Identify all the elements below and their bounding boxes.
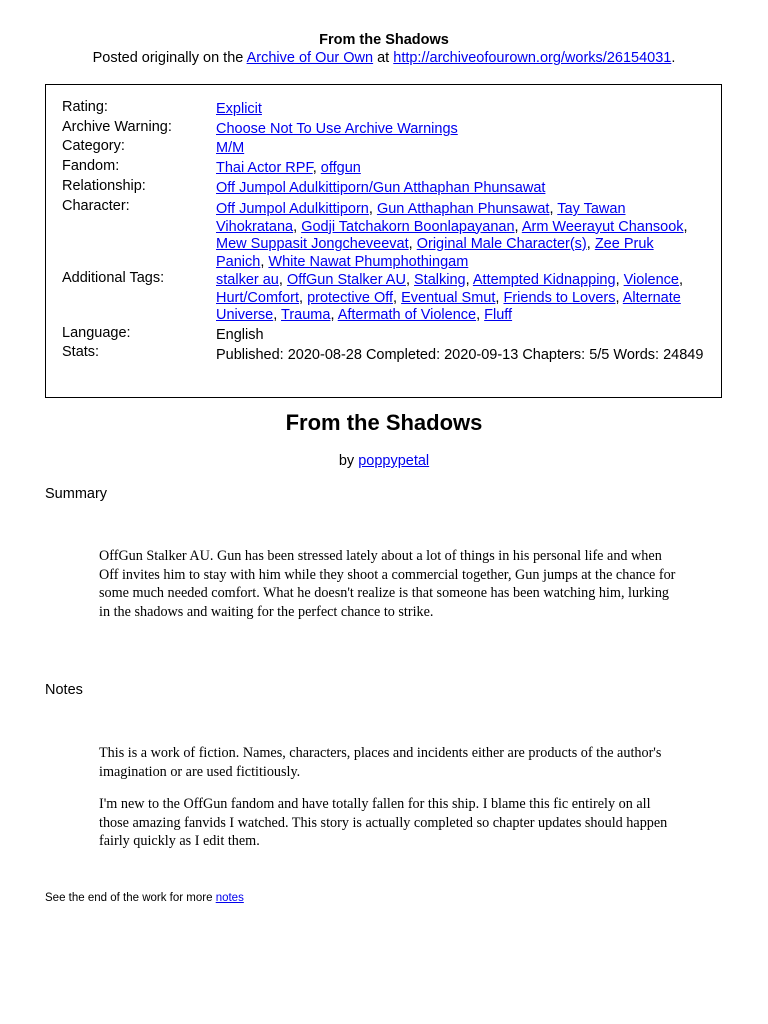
archive-link[interactable]: Archive of Our Own	[246, 50, 374, 66]
meta-label-category: Category:	[62, 138, 125, 154]
summary-paragraph: OffGun Stalker AU. Gun has been stressed lately about a lot of things in his personal life and when Off invites him to stay with him while they shoot a commercial together, Gun jumps at the chance for some much needed comfort. What he doesn't realize is that someone has been watching him, lurking in the shadows and waiting for the perfect chance to strike.	[99, 548, 676, 620]
notes-paragraph: This is a work of fiction. Names, characters, places and incidents either are products of the author's imagination or are used fictitiously.	[99, 745, 662, 780]
end-notes-prefix: See the end of the work for more	[45, 892, 216, 904]
tag-link[interactable]: Violence	[623, 272, 679, 288]
meta-value-stats: Published: 2020-08-28 Completed: 2020-09-13 Chapters: 5/5 Words: 24849	[216, 347, 704, 363]
tag-link[interactable]: Thai Actor RPF	[216, 160, 313, 176]
period: .	[671, 50, 676, 66]
meta-value-warning	[216, 121, 706, 139]
tag-link[interactable]: Friends to Lovers	[503, 289, 616, 306]
tag-link[interactable]: Alternate Universe	[216, 289, 681, 323]
tag-link[interactable]: OffGun Stalker AU	[286, 272, 406, 288]
meta-value-rating	[216, 101, 706, 119]
tag-link[interactable]: Fluff	[484, 307, 513, 323]
tag-link[interactable]: Original Male Character(s)	[416, 236, 587, 252]
posted-prefix: Posted originally on the	[92, 50, 247, 66]
tag-link[interactable]: Eventual Smut	[401, 289, 496, 306]
tag-link[interactable]: Choose Not To Use Archive Warnings	[216, 121, 458, 137]
tag-link[interactable]: Gun Atthaphan Phunsawat	[376, 201, 550, 217]
meta-label-fandom: Fandom:	[62, 158, 120, 174]
work-url-link[interactable]: http://archiveofourown.org/works/26154031	[393, 50, 672, 66]
end-notes-link[interactable]: notes	[215, 892, 244, 904]
author-link[interactable]: poppypetal	[358, 453, 430, 469]
meta-label-relationship: Relationship:	[62, 178, 146, 194]
meta-value-category	[216, 140, 706, 158]
tag-link[interactable]: Zee Pruk Panich	[216, 236, 654, 270]
meta-value-character: Off Jumpol Adulkittiporn, Gun Atthaphan Phunsawat, Tay Tawan Vihokratana, Godji Tatchakorn Boonlapayanan, Arm Weerayut Chansook, Mew Suppasit Jongcheveevat, Original Male Character(s), Zee Pruk Panich, White Nawat Phumphothingam	[216, 201, 688, 270]
byline-prefix: by	[338, 453, 359, 469]
document-header-title: From the Shadows	[319, 32, 449, 48]
meta-value-language: English	[216, 327, 264, 343]
meta-value-additional-tags: stalker au, OffGun Stalker AU, Stalking, Attempted Kidnapping, Violence, Hurt/Comfort, protective Off, Eventual Smut, Friends to Lovers, Alternate Universe, Trauma, Aftermath of Violence, Fluff	[216, 272, 684, 323]
tag-link[interactable]: Arm Weerayut Chansook	[521, 218, 684, 235]
meta-label-additional-tags: Additional Tags:	[62, 270, 165, 286]
summary-text	[99, 547, 679, 621]
tag-link[interactable]: Off Jumpol Adulkittiporn	[216, 201, 369, 217]
tag-link[interactable]: Off Jumpol Adulkittiporn/Gun Atthaphan Phunsawat	[216, 180, 546, 196]
meta-label-stats: Stats:	[62, 344, 100, 360]
tag-link[interactable]: Godji Tatchakorn Boonlapayanan	[301, 218, 515, 235]
tag-link[interactable]: Trauma	[281, 307, 331, 323]
byline	[0, 453, 768, 469]
work-metadata-box	[45, 84, 722, 398]
tag-link[interactable]: Aftermath of Violence	[337, 307, 477, 323]
tag-link[interactable]: Explicit	[216, 101, 262, 117]
summary-heading: Summary	[45, 486, 108, 502]
meta-label-language: Language:	[62, 325, 131, 341]
posted-originally-line	[0, 50, 768, 66]
end-notes-reference	[45, 892, 244, 904]
tag-link[interactable]: Hurt/Comfort	[216, 289, 299, 306]
notes-text	[99, 744, 679, 851]
tag-link[interactable]: Tay Tawan Vihokratana	[216, 201, 626, 235]
tag-link[interactable]: M/M	[216, 140, 245, 156]
meta-value-relationship	[216, 180, 706, 198]
at-text: at	[373, 50, 394, 66]
work-title: From the Shadows	[285, 410, 483, 435]
tag-link[interactable]: Stalking	[414, 272, 466, 288]
tag-link[interactable]: Attempted Kidnapping	[472, 272, 616, 288]
tag-link[interactable]: White Nawat Phumphothingam	[268, 253, 469, 270]
notes-paragraph: I'm new to the OffGun fandom and have totally fallen for this ship. I blame this fic entirely on all those amazing fanvids I watched. This story is actually completed so chapter updates should happen fairly quickly as I edit them.	[99, 796, 668, 850]
tag-link[interactable]: Mew Suppasit Jongcheveevat	[216, 236, 409, 252]
tag-link[interactable]: protective Off	[307, 289, 394, 306]
tag-link[interactable]: offgun	[320, 160, 361, 176]
meta-label-warning: Archive Warning:	[62, 119, 172, 135]
meta-label-character: Character:	[62, 198, 130, 214]
tag-link[interactable]: stalker au	[216, 272, 279, 288]
notes-heading: Notes	[45, 682, 83, 698]
meta-value-fandom: Thai Actor RPF, offgun	[216, 160, 361, 176]
meta-label-rating: Rating:	[62, 99, 108, 115]
